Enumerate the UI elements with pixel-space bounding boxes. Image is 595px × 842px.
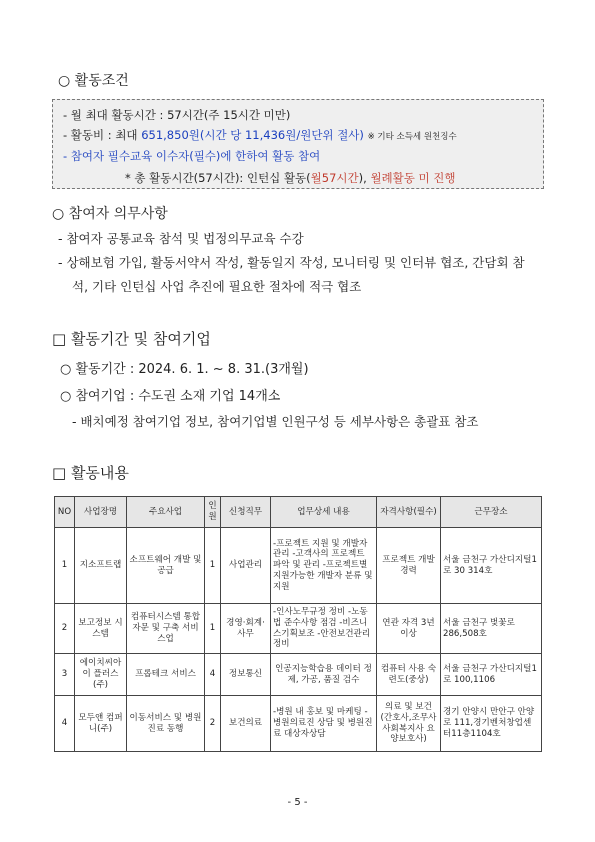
table-cell: 모두앤 컴퍼니(주) (75, 696, 127, 752)
table-cell: 1 (55, 528, 75, 604)
table-cell: 프롭테크 서비스 (127, 654, 205, 696)
table-row (55, 528, 542, 604)
table-cell: 연관 자격 3년 이상 (377, 604, 441, 654)
table-cell: 보고정보 시스템 (75, 604, 127, 654)
condition-training: - 참여자 필수교육 이수자(필수)에 한하여 활동 참여 (63, 149, 321, 163)
table-header: 인원 (205, 497, 221, 528)
company-note: - 배치예정 참여기업 정보, 참여기업별 인원구성 등 세부사항은 총괄표 참조 (72, 414, 479, 429)
section-heading-duties: ○ 참여자 의무사항 (52, 206, 168, 222)
table-cell: 3 (55, 654, 75, 696)
condition-max-hours: - 월 최대 활동시간 : 57시간(주 15시간 미만) (63, 108, 291, 122)
table-cell: 지소프트랩 (75, 528, 127, 604)
section-heading-conditions: ○ 활동조건 (58, 73, 129, 89)
table-header-row (55, 497, 542, 528)
table-header: 사업장명 (75, 497, 127, 528)
table-cell: 4 (205, 654, 221, 696)
conditions-box (52, 99, 544, 189)
table-cell: 2 (205, 696, 221, 752)
table-cell: 프로젝트 개발경력 (377, 528, 441, 604)
activity-table (54, 496, 542, 752)
table-cell: -프로젝트 지원 및 개발자 관리 -고객사의 프로젝트 파악 및 관리 -프로젝트별 지원가능한 개발자 분류 및 지원 (271, 528, 377, 604)
table-cell: -인사노무규정 정비 -노동법 준수사항 점검 -비즈니스기획보조 -안전보건관리정비 (271, 604, 377, 654)
condition-note: * 총 활동시간(57시간): 인턴십 활동(월57시간), 월례활동 미 진행 (125, 171, 456, 185)
table-cell: 4 (55, 696, 75, 752)
table-row (55, 654, 542, 696)
duty-item-2: - 상해보험 가입, 활동서약서 작성, 활동일지 작성, 모니터링 및 인터뷰 협조, 간담회 참 (58, 255, 525, 270)
table-cell: 서울 금천구 가산디지털1로 100,1106 (441, 654, 542, 696)
table-cell: -병원 내 홍보 및 마케팅 -병원의료진 상담 및 병원진료 대상자상담 (271, 696, 377, 752)
table-header: 자격사항(필수) (377, 497, 441, 528)
table-cell: 보건의료 (221, 696, 271, 752)
participating-companies: ○ 참여기업 : 수도권 소재 기업 14개소 (60, 389, 281, 404)
table-cell: 사업관리 (221, 528, 271, 604)
section-heading-activities: □ 활동내용 (52, 464, 129, 482)
table-cell: 소프트웨어 개발 및 공급 (127, 528, 205, 604)
table-cell: 에이치씨아이 플러스 (주) (75, 654, 127, 696)
table-row (55, 696, 542, 752)
table-cell: 컴퓨터 사용 숙련도(중상) (377, 654, 441, 696)
table-cell: 서울 금천구 가산디지털1로 30 314호 (441, 528, 542, 604)
table-row (55, 604, 542, 654)
duty-item-1: - 참여자 공통교육 참석 및 법정의무교육 수강 (58, 231, 304, 246)
table-cell: 2 (55, 604, 75, 654)
table-cell: 컴퓨터시스템 통합 자문 및 구축 서비스업 (127, 604, 205, 654)
activity-period: ○ 활동기간 : 2024. 6. 1. ~ 8. 31.(3개월) (60, 362, 309, 377)
table-cell: 의료 및 보건 (간호사,조무사 사회복지사 요양보호사) (377, 696, 441, 752)
table-cell: 정보통신 (221, 654, 271, 696)
table-header: 업무상세 내용 (271, 497, 377, 528)
table-cell: 서울 금천구 벚꽃로 286,508호 (441, 604, 542, 654)
section-heading-period: □ 활동기간 및 참여기업 (52, 330, 211, 348)
page-number: - 5 - (287, 797, 308, 808)
table-cell: 1 (205, 528, 221, 604)
table-cell: 이동서비스 및 병원진료 동행 (127, 696, 205, 752)
table-header: 주요사업 (127, 497, 205, 528)
table-header: 근무장소 (441, 497, 542, 528)
condition-pay: - 활동비 : 최대 651,850원(시간 당 11,436원/원단위 절사) ※ 기타 소득세 원천징수 (63, 128, 457, 142)
table-header: 신청직무 (221, 497, 271, 528)
table-cell: 1 (205, 604, 221, 654)
duty-item-2-cont: 석, 기타 인턴십 사업 추진에 필요한 절차에 적극 협조 (72, 279, 362, 294)
table-cell: 인공지능학습용 데이터 정제, 가공, 품질 검수 (271, 654, 377, 696)
table-cell: 경영·회계·사무 (221, 604, 271, 654)
table-header: NO (55, 497, 75, 528)
table-cell: 경기 안양시 만안구 안양로 111,경기벤처창업센터11층1104호 (441, 696, 542, 752)
